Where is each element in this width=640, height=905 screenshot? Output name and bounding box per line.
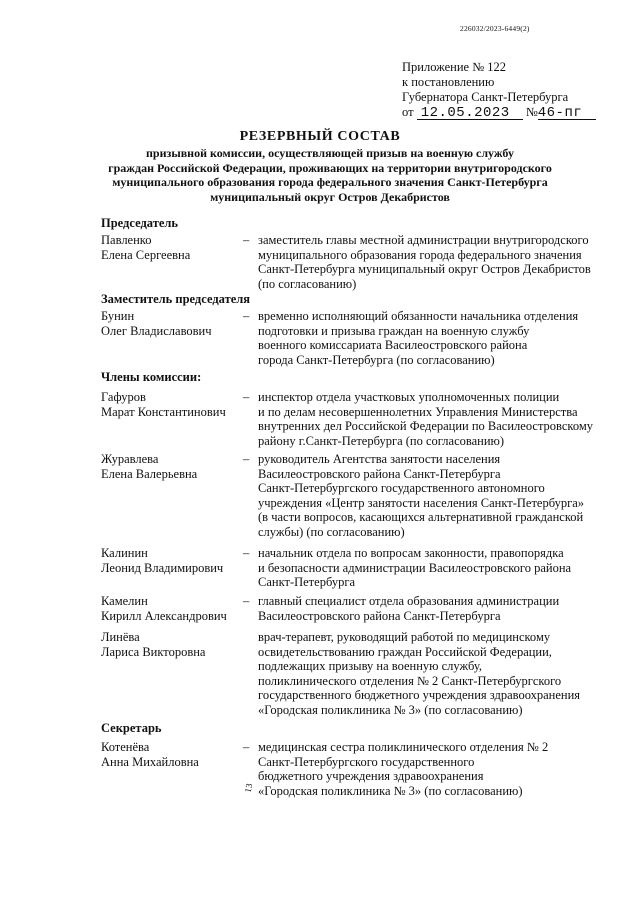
- desc-line: медицинская сестра поликлинического отделения № 2: [258, 740, 549, 754]
- subtitle-line: призывной комиссии, осуществляющей призыв на военную службу: [146, 146, 514, 160]
- surname: Гафуров: [101, 390, 146, 404]
- document-subtitle: [80, 146, 580, 204]
- desc-line: поликлинического отделения № 2 Санкт-Петербургского: [258, 673, 562, 688]
- desc-line: службы) (по согласованию): [258, 524, 405, 539]
- number-value: 46-пг: [538, 107, 596, 120]
- desc-line: заместитель главы местной администрации внутригородского: [258, 233, 589, 247]
- appendix-line-1: Приложение № 122: [402, 60, 507, 74]
- given-names: Марат Константинович: [101, 404, 226, 419]
- desc-line: главный специалист отдела образования администрации: [258, 594, 560, 608]
- section-chair: Председатель: [101, 216, 179, 230]
- subtitle-line: муниципальный округ Остров Декабристов: [210, 189, 450, 204]
- desc-line: муниципального образования города федерального значения: [258, 247, 582, 262]
- desc-line: государственного бюджетного учреждения здравоохранения: [258, 688, 581, 702]
- desc-line: инспектор отдела участковых уполномоченных полиции: [258, 390, 560, 404]
- desc-line: Василеостровского района Санкт-Петербурга: [258, 466, 501, 481]
- desc-line: врач-терапевт, руководящий работой по медицинскому: [258, 630, 551, 644]
- given-names: Леонид Владимирович: [101, 560, 224, 575]
- appendix-line-3: Губернатора Санкт-Петербурга: [402, 90, 569, 104]
- desc-line: району г.Санкт-Петербурга (по согласованию): [258, 433, 505, 448]
- desc-line: Санкт-Петербурга: [258, 575, 356, 589]
- margin-stamp: 13: [242, 782, 255, 794]
- desc-line: (по согласованию): [258, 276, 357, 291]
- desc-line: временно исполняющий обязанности начальника отделения: [258, 309, 579, 323]
- person-description: [258, 594, 610, 623]
- person-description: [258, 630, 610, 717]
- date-value: 12.05.2023: [417, 107, 523, 120]
- desc-line: внутренних дел Российской Федерации по Василеостровскому: [258, 419, 594, 433]
- desc-line: бюджетного учреждения здравоохранения: [258, 769, 484, 783]
- desc-line: освидетельствованию граждан Российской Федерации,: [258, 644, 552, 659]
- dash: –: [243, 390, 250, 404]
- appendix-block: [402, 60, 596, 120]
- person-name: [101, 740, 199, 769]
- person-name: [101, 594, 227, 623]
- desc-line: Василеостровского района Санкт-Петербурга: [258, 608, 501, 623]
- dash: –: [243, 594, 250, 608]
- dash: –: [243, 233, 250, 247]
- surname: Калинин: [101, 546, 148, 560]
- desc-line: подлежащих призыву на военную службу,: [258, 659, 482, 673]
- desc-line: «Городская поликлиника № 3» (по согласованию): [258, 702, 523, 717]
- given-names: Кирилл Александрович: [101, 608, 227, 623]
- document-title: РЕЗЕРВНЫЙ СОСТАВ: [239, 129, 401, 144]
- person-name: [101, 630, 205, 659]
- desc-line: Санкт-Петербургского государственного: [258, 754, 475, 769]
- person-name: [101, 452, 197, 481]
- person-description: [258, 452, 610, 539]
- surname: Бунин: [101, 309, 135, 323]
- date-prefix: от: [402, 105, 414, 119]
- person-name: [101, 309, 212, 338]
- given-names: Елена Сергеевна: [101, 247, 191, 262]
- person-description: [258, 546, 610, 590]
- desc-line: и безопасности администрации Василеостровского района: [258, 560, 572, 575]
- surname: Камелин: [101, 594, 148, 608]
- dash: –: [243, 452, 250, 466]
- desc-line: подготовки и призыва граждан на военную службу: [258, 323, 530, 338]
- desc-line: Санкт-Петербургского государственного автономного: [258, 481, 545, 495]
- dash: –: [243, 546, 250, 560]
- given-names: Анна Михайловна: [101, 754, 199, 769]
- surname: Журавлева: [101, 452, 159, 466]
- subtitle-line: муниципального образования города федерального значения Санкт-Петербурга: [112, 175, 548, 189]
- surname: Линёва: [101, 630, 140, 644]
- person-name: [101, 546, 223, 575]
- desc-line: и по делам несовершеннолетних Управления Министерства: [258, 404, 578, 419]
- number-prefix: №: [525, 105, 538, 119]
- person-description: [258, 740, 610, 798]
- surname: Павленко: [101, 233, 152, 247]
- given-names: Олег Владиславович: [101, 323, 212, 338]
- surname: Котенёва: [101, 740, 150, 754]
- desc-line: (в части вопросов, касающихся альтернативной гражданской: [258, 510, 584, 524]
- dash: –: [243, 309, 250, 323]
- subtitle-line: граждан Российской Федерации, проживающих на территории внутригородского: [108, 160, 552, 175]
- dash: –: [243, 740, 250, 754]
- person-name: [101, 390, 226, 419]
- person-description: [258, 233, 610, 291]
- section-deputy: Заместитель председателя: [101, 292, 251, 306]
- desc-line: учреждения «Центр занятости населения Санкт-Петербурга»: [258, 495, 585, 510]
- person-description: [258, 390, 610, 448]
- section-secretary: Секретарь: [101, 721, 162, 735]
- appendix-date-line: [402, 105, 596, 120]
- document-number: 226032/2023-6449(2): [460, 24, 530, 33]
- person-name: [101, 233, 190, 262]
- desc-line: начальник отдела по вопросам законности, правопорядка: [258, 546, 564, 560]
- given-names: Лариса Викторовна: [101, 644, 206, 659]
- person-description: [258, 309, 610, 367]
- desc-line: руководитель Агентства занятости населения: [258, 452, 501, 466]
- appendix-line-2: к постановлению: [402, 75, 495, 89]
- given-names: Елена Валерьевна: [101, 466, 198, 481]
- section-members: Члены комиссии:: [101, 370, 202, 384]
- desc-line: «Городская поликлиника № 3» (по согласованию): [258, 783, 523, 798]
- desc-line: Санкт-Петербурга муниципальный округ Остров Декабристов: [258, 262, 591, 276]
- desc-line: города Санкт-Петербурга (по согласованию): [258, 352, 495, 367]
- desc-line: военного комиссариата Василеостровского района: [258, 338, 528, 352]
